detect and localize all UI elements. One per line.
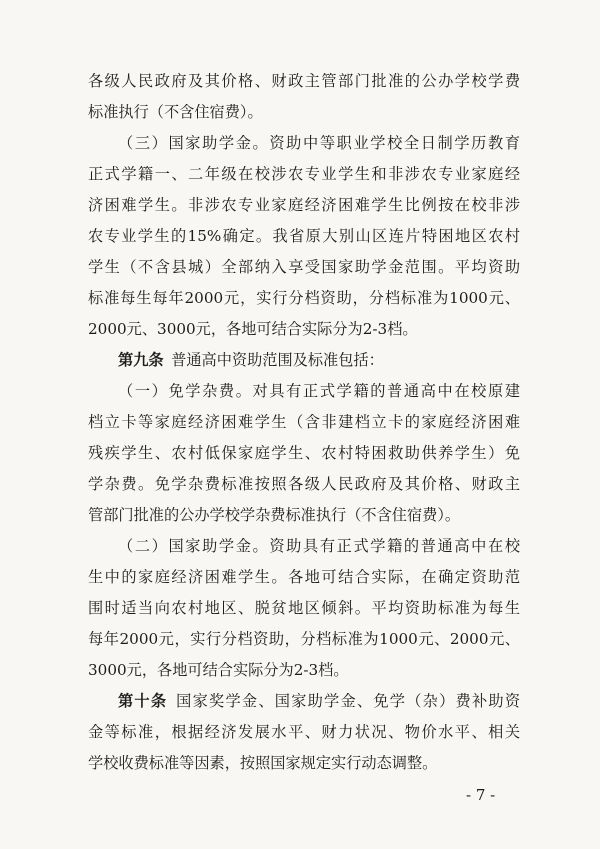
- text-line: [88, 440, 520, 466]
- text-line: [88, 192, 520, 218]
- line-text: 济困难学生。非涉农专业家庭经济困难学生比例按在校非涉: [88, 196, 520, 214]
- line-text: 学校收费标准等因素，按照国家规定实行动态调整。: [88, 754, 438, 772]
- line-text: 农专业学生的15%确定。我省原大别山区连片特困地区农村: [88, 227, 520, 245]
- line-text: 学生（不含县城）全部纳入享受国家助学金范围。平均资助: [88, 258, 520, 276]
- text-line: [88, 347, 520, 373]
- line-text: 正式学籍一、二年级在校涉农专业学生和非涉农专业家庭经: [88, 165, 520, 183]
- text-line: [88, 626, 520, 652]
- line-text: 学杂费。免学杂费标准按照各级人民政府及其价格、财政主: [88, 475, 520, 493]
- line-text: （二）国家助学金。资助具有正式学籍的普通高中在校: [118, 537, 520, 555]
- line-text: 标准执行（不含住宿费）。: [88, 103, 263, 121]
- line-text: 3000元，各地可结合实际分为2-3档。: [88, 661, 349, 679]
- line-text: 金等标准，根据经济发展水平、财力状况、物价水平、相关: [88, 723, 520, 741]
- line-text: 围时适当向农村地区、脱贫地区倾斜。平均资助标准为每生: [88, 599, 520, 617]
- line-text: 每年2000元，实行分档资助，分档标准为1000元、2000元、: [88, 630, 520, 648]
- text-line: [88, 502, 520, 528]
- line-text: 普通高中资助范围及标准包括：: [171, 351, 384, 369]
- text-line: [88, 161, 520, 187]
- line-text: 2000元、3000元，各地可结合实际分为2-3档。: [88, 320, 418, 338]
- text-line: [88, 378, 520, 404]
- text-line: [88, 564, 520, 590]
- page-number: - 7 -: [466, 786, 496, 804]
- line-text: 各级人民政府及其价格、财政主管部门批准的公办学校学费: [88, 72, 520, 90]
- line-text: 档立卡等家庭经济困难学生（含非建档立卡的家庭经济困难: [88, 413, 520, 431]
- text-line: [88, 657, 520, 683]
- text-line: [88, 254, 520, 280]
- text-line: [88, 99, 520, 125]
- line-text: （一）免学杂费。对具有正式学籍的普通高中在校原建: [118, 382, 520, 400]
- line-text: （三）国家助学金。资助中等职业学校全日制学历教育: [118, 134, 520, 152]
- text-line: [88, 595, 520, 621]
- line-text: 残疾学生、农村低保家庭学生、农村特困救助供养学生）免: [88, 444, 520, 462]
- line-text: 生中的家庭经济困难学生。各地可结合实际，在确定资助范: [88, 568, 520, 586]
- article-heading: 第十条: [118, 692, 168, 710]
- text-line: [88, 130, 520, 156]
- text-line: [88, 719, 520, 745]
- text-line: [88, 316, 520, 342]
- text-line: [88, 750, 520, 776]
- line-text: 标准每生每年2000元，实行分档资助，分档标准为1000元、: [88, 289, 520, 307]
- text-line: [88, 533, 520, 559]
- article-heading: 第九条: [118, 351, 164, 369]
- line-text: 国家奖学金、国家助学金、免学（杂）费补助资: [174, 692, 520, 710]
- text-line: [88, 471, 520, 497]
- text-line: [88, 68, 520, 94]
- text-line: [88, 285, 520, 311]
- text-line: [88, 409, 520, 435]
- text-line: [88, 223, 520, 249]
- text-line: [88, 688, 520, 714]
- line-text: 管部门批准的公办学校学杂费标准执行（不含住宿费）。: [88, 506, 461, 524]
- document-body: [88, 68, 520, 781]
